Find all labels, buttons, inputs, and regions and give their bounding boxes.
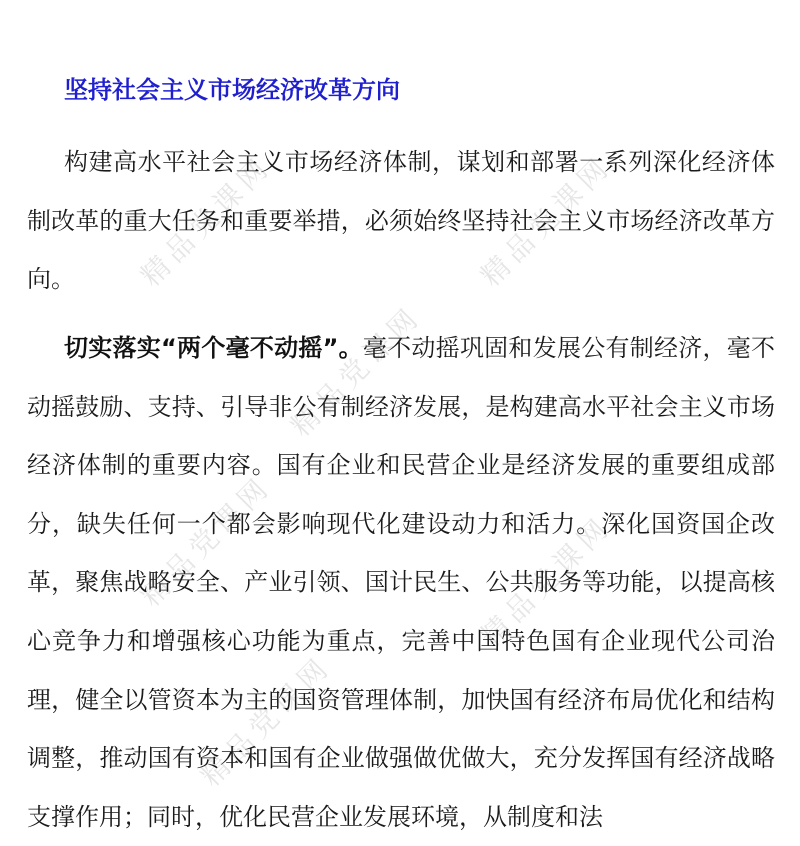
watermark-text: 精品党课网 <box>474 149 618 293</box>
paragraph-lead-sentence: 切实落实“两个毫不动摇”。 <box>64 334 363 362</box>
watermark-text: 精品党课网 <box>194 649 338 793</box>
section-heading: 坚持社会主义市场经济改革方向 <box>64 76 400 104</box>
watermark-text: 精品党课网 <box>134 469 278 613</box>
watermark-text: 精品党课网 <box>474 509 618 653</box>
paragraph-two-unwavering <box>27 319 775 846</box>
watermark-text: 精品党课网 <box>284 299 428 443</box>
watermark-text: 精品党课网 <box>134 149 278 293</box>
paragraph-body-text: 毫不动摇巩固和发展公有制经济，毫不动摇鼓励、支持、引导非公有制经济发展，是构建高水平社会主义市场经济体制的重要内容。国有企业和民营企业是经济发展的重要组成部分，缺失任何一个都会影响现代化建设动力和活力。深化国资国企改革，聚焦战略安全、产业引领、国计民生、公共服务等功能，以提高核心竞争力和增强核心功能为重点，完善中国特色国有企业现代公司治理，健全以管资本为主的国资管理体制，加快国有经济布局优化和结构调整，推动国有资本和国有企业做强做优做大，充分发挥国有经济战略支撑作用；同时，优化民营企业发展环境，从制度和法 <box>27 334 776 831</box>
paragraph-intro: 构建高水平社会主义市场经济体制，谋划和部署一系列深化经济体制改革的重大任务和重要举措，必须始终坚持社会主义市场经济改革方向。 <box>27 148 775 294</box>
